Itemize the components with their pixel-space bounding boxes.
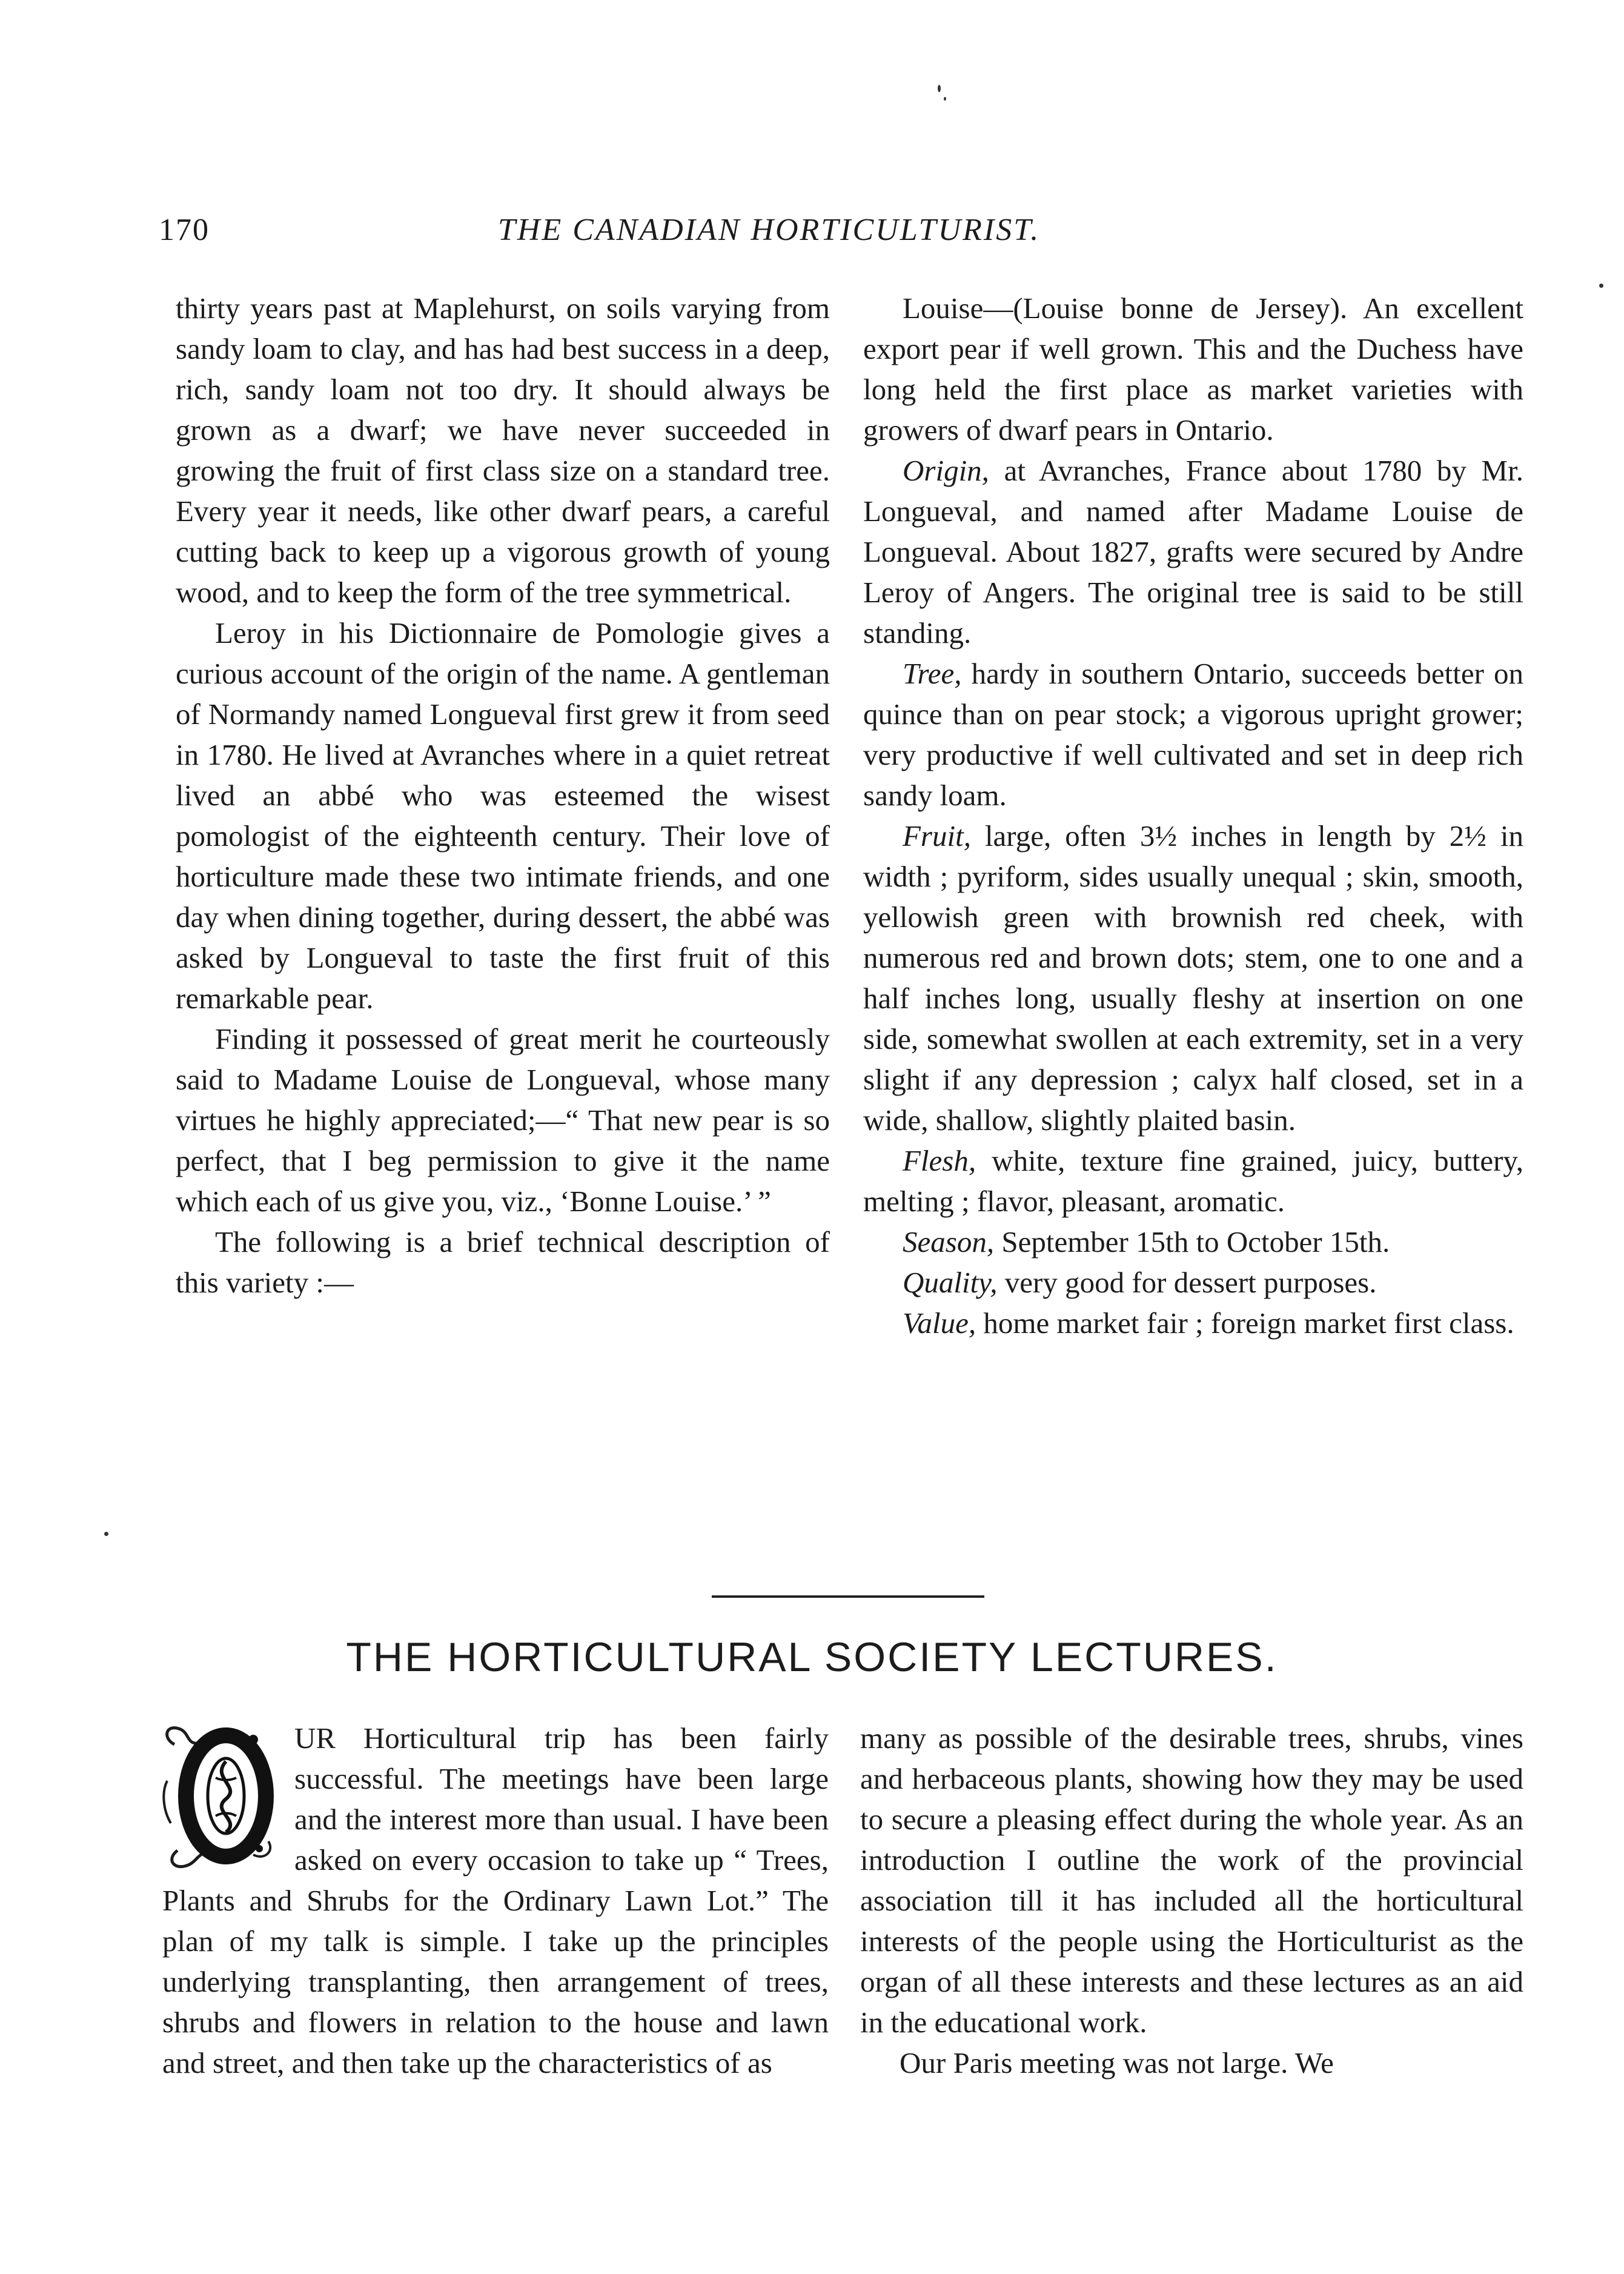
description-entry-season xyxy=(863,1222,1523,1262)
entry-text: at Avranches, France about 1780 by Mr. Longueval, and named after Madame Louise de Longueval. About 1827, grafts were secured by Andre Leroy of Angers. The original tree is said to be still standing. xyxy=(863,454,1523,650)
entry-text: home market fair ; foreign market first class. xyxy=(976,1306,1514,1340)
entry-label: Fruit, xyxy=(903,819,971,853)
description-entry-origin xyxy=(863,450,1523,653)
running-head xyxy=(159,209,1519,251)
drop-cap-ornament-icon xyxy=(162,1720,283,1872)
section-title: THE HORTICULTURAL SOCIETY LECTURES. xyxy=(346,1634,1278,1680)
description-entry-value xyxy=(863,1303,1523,1343)
lecture-right-column xyxy=(860,1718,1523,2083)
entry-label: Value, xyxy=(903,1306,976,1340)
paragraph: The following is a brief technical description of this variety :— xyxy=(176,1225,830,1299)
lecture-paragraph: Our Paris meeting was not large. We xyxy=(900,2046,1334,2080)
page-number: 170 xyxy=(159,213,210,247)
article-right-column xyxy=(863,288,1523,1343)
entry-text: hardy in southern Ontario, succeeds better on quince than on pear stock; a vigorous upright grower; very productive if well cultivated and set in deep rich sandy loam. xyxy=(863,657,1523,812)
scan-speck xyxy=(944,97,946,101)
paragraph: thirty years past at Maplehurst, on soils varying from sandy loam to clay, and has had best success in a deep, rich, sandy loam not too dry. It should always be grown as a dwarf; we have never succeeded in growing the fruit of first class size on a standard tree. Every year it needs, like other dwarf pears, a careful cutting back to keep up a vigorous growth of young wood, and to keep the form of the tree symmetrical. xyxy=(176,291,830,609)
lecture-paragraph: UR Horticultural trip has been fairly successful. The meetings have been large and the interest more than usual. I have been asked on every occasion to take up “ Trees, Plants and Shrubs for the Ordinary Lawn Lot.” The plan of my talk is simple. I take up the principles underlying transplanting, then arrangement of trees, shrubs and flowers in relation to the house and lawn and street, and then take up the characteristics of as xyxy=(162,1721,829,2080)
entry-label: Tree, xyxy=(903,657,962,690)
entry-label: Origin, xyxy=(903,454,989,487)
ornamental-drop-cap xyxy=(162,1720,283,1872)
paragraph: Leroy in his Dictionnaire de Pomologie gives a curious account of the origin of the name. A gentleman of Normandy named Longueval first grew it from seed in 1780. He lived at Avranches where in a quiet retreat lived an abbé who was esteemed the wisest pomologist of the eighteenth century. Their love of horticulture made these two intimate friends, and one day when dining together, during dessert, the abbé was asked by Longueval to taste the first fruit of this remarkable pear. xyxy=(176,616,830,1015)
paragraph: Finding it possessed of great merit he courteously said to Madame Louise de Longueval, whose many virtues he highly appreciated;—“ That new pear is so perfect, that I beg permission to give it the name which each of us give you, viz., ‘Bonne Louise.’ ” xyxy=(176,1022,830,1218)
entry-label: Flesh, xyxy=(903,1144,976,1177)
entry-text: very good for dessert purposes. xyxy=(997,1266,1377,1299)
variety-intro: Louise—(Louise bonne de Jersey). An excellent export pear if well grown. This and the Duchess have long held the first place as market varieties with growers of dwarf pears in Ontario. xyxy=(863,291,1523,447)
section-divider xyxy=(712,1595,984,1598)
description-entry-tree xyxy=(863,653,1523,816)
description-entry-fruit xyxy=(863,816,1523,1140)
entry-label: Season, xyxy=(903,1225,995,1258)
entry-text: September 15th to October 15th. xyxy=(994,1225,1390,1258)
scan-speck xyxy=(1599,284,1603,288)
description-entry-quality xyxy=(863,1262,1523,1303)
article-left-column xyxy=(176,288,830,1303)
scan-speck xyxy=(938,85,941,92)
journal-title: THE CANADIAN HORTICULTURIST. xyxy=(498,213,1041,247)
lecture-left-column xyxy=(162,1718,829,2083)
entry-text: white, texture fine grained, juicy, buttery, melting ; flavor, pleasant, aromatic. xyxy=(863,1144,1523,1218)
description-entry-flesh xyxy=(863,1140,1523,1222)
scan-speck xyxy=(104,1532,108,1536)
entry-text: large, often 3½ inches in length by 2½ in width ; pyriform, sides usually unequal ; skin, smooth, yellowish green with brownish red cheek, with numerous red and brown dots; stem, one to one and a half inches long, usually fleshy at insertion on one side, somewhat swollen at each extremity, set in a very slight if any depression ; calyx half closed, set in a wide, shallow, slightly plaited basin. xyxy=(863,819,1523,1137)
entry-label: Quality, xyxy=(903,1266,998,1299)
lecture-paragraph: many as possible of the desirable trees, shrubs, vines and herbaceous plants, showing how they may be used to secure a pleasing effect during the whole year. As an introduction I outline the work of the provincial association till it has included all the horticultural interests of the people using the Horticulturist as the organ of all these interests and these lectures as an aid in the educational work. xyxy=(860,1721,1523,2039)
